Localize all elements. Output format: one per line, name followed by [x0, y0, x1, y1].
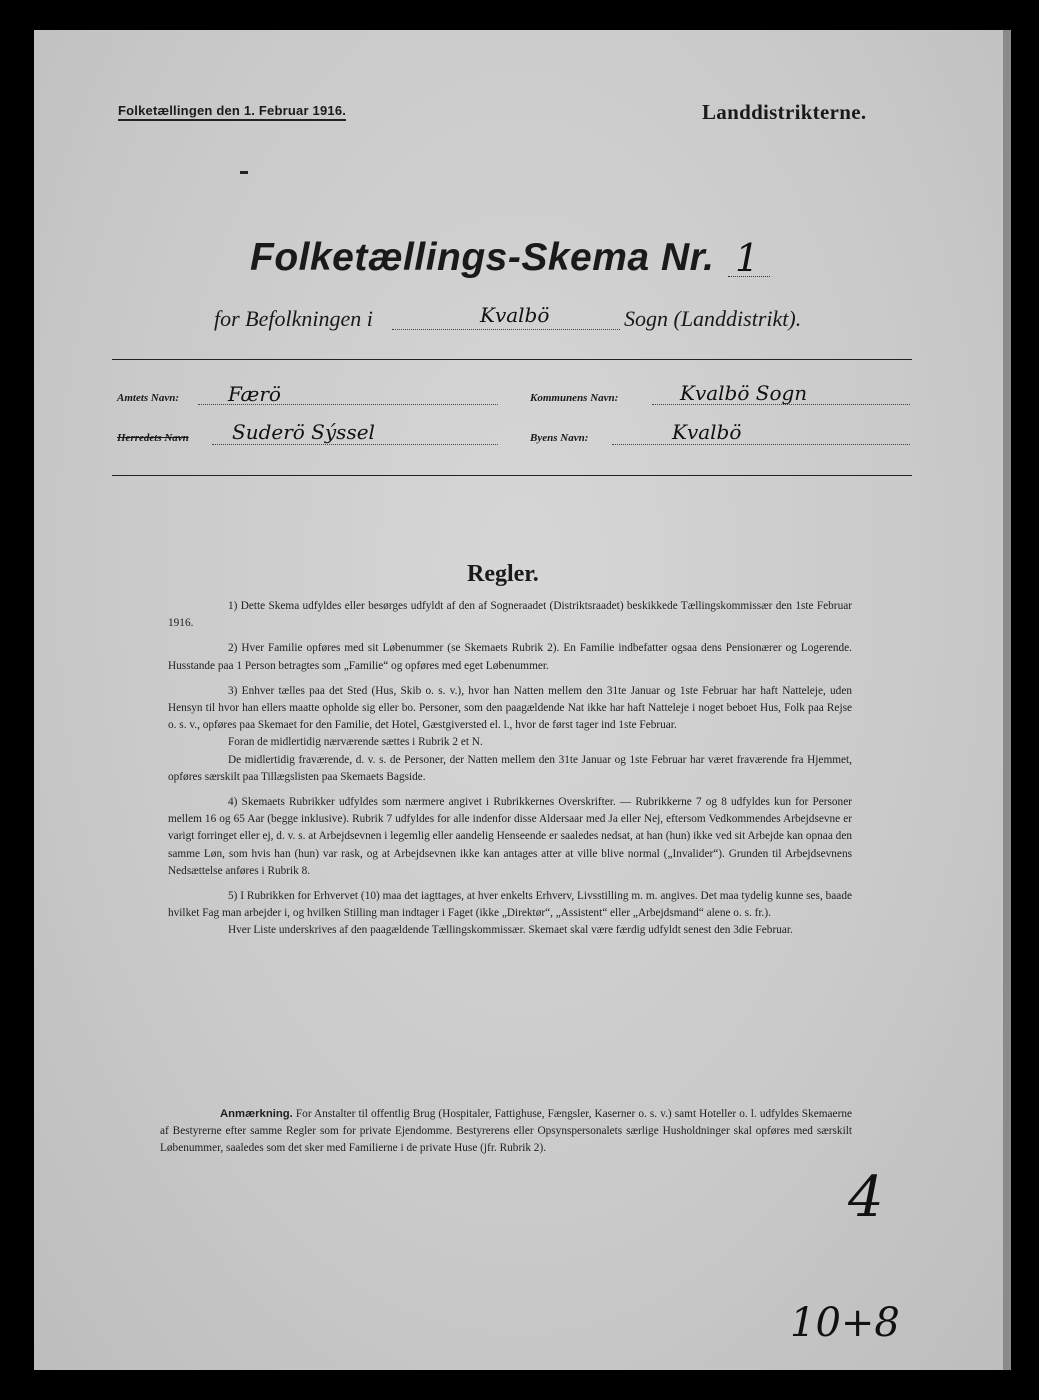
parish-line [392, 329, 620, 330]
herred-line [212, 444, 498, 445]
rule-4: 4) Skemaets Rubrikker udfyldes som nærmere angivet i Rubrikkernes Overskrifter. — Rubrikkerne 7 og 8 udfyldes kun for Personer mellem 16 og 65 Aar (begge inklusive). Rubrik 7 udfyldes for alle indenfor disse Aldersaar med Ja eller Nej, eftersom Vedkommendes Arbejdsevne er varigt forringet eller ej, d. v. s. at Arbejdsevnen i legemlig eller aandelig Henseende er saaledes nedsat, at han (hun) ikke ved sit Arbejde kan opnaa den samme Løn, som hvis han (hun) var rask, og at Arbejdsevnen ikke kan antages atter at ville blive normal („Invalider“). Grunden til Arbejdsevnens Nedsættelse anføres i Rubrik 8. [168, 796, 852, 877]
divider-top [112, 359, 912, 360]
form-number-line [728, 276, 770, 277]
ink-mark [240, 171, 248, 174]
by-label: Byens Navn: [530, 432, 589, 444]
rule-1: 1) Dette Skema udfyldes eller besørges udfyldt af den af Sogneraadet (Distriktsraadet) beskikkede Tællingskommissær den 1ste Februar 1916. [168, 600, 852, 630]
rules-section [168, 598, 852, 940]
rules-heading: Regler. [467, 561, 539, 587]
divider-bottom [112, 475, 912, 476]
form-number-handwritten: 1 [735, 236, 760, 280]
page-number-handwritten: 4 [848, 1165, 884, 1230]
rule-2: 2) Hver Familie opføres med sit Løbenummer (se Skemaets Rubrik 2). En Familie indbefatter ogsaa dens Pensionærer og Logerende. Husstande paa 1 Person betragtes som „Familie“ og opføres med eget Løbenummer. [168, 642, 852, 672]
herred-value-handwritten: Suderö Sýssel [232, 420, 375, 444]
kommune-value-handwritten: Kvalbö Sogn [680, 381, 808, 405]
rule-3-note-absent: De midlertidig fraværende, d. v. s. de Personer, der Natten mellem den 31te Januar og 1ste Februar har været fraværende fra Hjemmet, opføres særskilt paa Tillægslisten paa Skemaets Bagside. [168, 753, 852, 783]
form-title: Folketællings-Skema Nr. [250, 236, 715, 279]
by-line [612, 444, 910, 445]
rule-signature: Hver Liste underskrives af den paagældende Tællingskommissær. Skemaet skal være færdig udfyldt senest den 3die Februar. [228, 924, 793, 937]
note-text: For Anstalter til offentlig Brug (Hospitaler, Fattighuse, Fængsler, Kaserner o. s. v.) samt Hoteller o. l. udfyldes Skemaerne af Bestyrerne efter samme Regler som for private Ejendomme. Bestyrerens eller Opsynspersonalets særlige Husholdninger skal opføres med særskilt Løbenummer, saaledes som det sker med Familierne i de private Huse (jfr. Rubrik 2). [160, 1108, 852, 1155]
note-section [160, 1106, 852, 1158]
amt-label: Amtets Navn: [117, 392, 180, 404]
parish-handwritten: Kvalbö [480, 303, 550, 327]
herred-label: Herredets Navn [117, 432, 189, 444]
rule-3-note-present: Foran de midlertidig nærværende sættes i Rubrik 2 et N. [228, 736, 483, 749]
subtitle-prefix: for Befolkningen i [214, 306, 373, 331]
page-edge [1003, 30, 1011, 1370]
by-value-handwritten: Kvalbö [672, 420, 742, 444]
subtitle-suffix: Sogn (Landdistrikt). [624, 306, 802, 331]
note-label: Anmærkning. [220, 1108, 293, 1120]
district-type-header: Landdistrikterne. [702, 100, 867, 124]
count-handwritten: 10+8 [790, 1300, 900, 1346]
census-date-header: Folketællingen den 1. Februar 1916. [118, 103, 346, 121]
rule-3: 3) Enhver tælles paa det Sted (Hus, Skib o. s. v.), hvor han Natten mellem den 31te Januar og 1ste Februar har haft Natteleje, uden Hensyn til hvor han ellers maatte opholde sig eller bo. Personer, som den paagældende Nat ikke har haft Natteleje i noget beboet Hus, Folk paa Rejse o. s. v., opføres paa Skemaet for den Familie, det Hotel, Gæstgiversted el. l., hvor de først tager ind 1ste Februar. [168, 684, 852, 732]
rule-5: 5) I Rubrikken for Erhvervet (10) maa det iagttages, at hver enkelts Erhverv, Livsstilling m. m. angives. Det maa tydelig kunne ses, baade hvilket Fag man arbejder i, og hvilken Stilling man indtager i Faget (ikke „Direktør“, „Assistent“ eller „Arbejdsmand“ alene o. s. fr.). [168, 890, 852, 920]
kommune-label: Kommunens Navn: [530, 392, 619, 404]
amt-value-handwritten: Færö [228, 382, 281, 406]
